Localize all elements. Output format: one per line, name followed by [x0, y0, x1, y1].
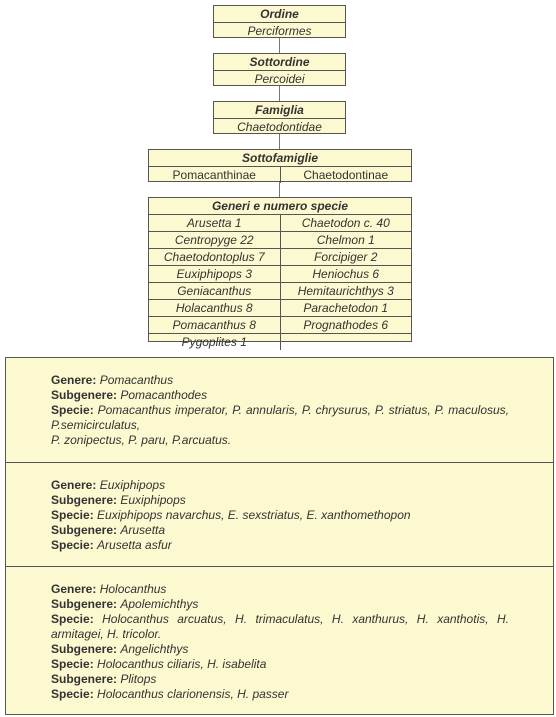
detail-line	[51, 672, 509, 687]
detail-line	[51, 597, 509, 612]
detail-label: Genere:	[51, 478, 97, 492]
detail-text: Euxiphipops navarchus, E. sexstriatus, E. xanthomethopon	[97, 508, 411, 522]
detail-label: Specie:	[51, 538, 94, 552]
detail-label: Subgenere:	[51, 672, 118, 686]
detail-label: Specie:	[51, 657, 94, 671]
genere-cell: Prognathodes 6	[280, 317, 412, 333]
detail-label: Specie:	[51, 403, 94, 417]
detail-text: Apolemichthys	[120, 597, 199, 611]
detail-section-euxiphipops	[6, 462, 553, 566]
genere-cell: Heniochus 6	[280, 266, 412, 282]
generi-row	[149, 282, 411, 299]
famiglia-label: Famiglia	[255, 103, 304, 117]
detail-line	[51, 523, 509, 538]
detail-text: Pomacanthus	[99, 373, 174, 387]
connector-line	[279, 133, 280, 149]
detail-text: Plitops	[120, 672, 157, 686]
sottofamiglie-row	[149, 166, 411, 183]
genere-cell: Hemitaurichthys 3	[280, 283, 412, 299]
detail-line	[51, 478, 509, 493]
sottordine-box	[213, 53, 346, 86]
generi-row	[149, 316, 411, 333]
detail-line	[51, 657, 509, 672]
genere-cell: Chaetodontoplus 7	[163, 250, 265, 264]
genere-cell	[280, 334, 412, 350]
detail-text: Holocanthus clarionensis, H. passer	[97, 687, 289, 701]
sottofamiglie-box	[148, 149, 412, 182]
detail-text: Euxiphipops	[99, 478, 166, 492]
genere-cell: Euxiphipops 3	[176, 267, 252, 281]
sottofamiglia-chaetodontinae: Chaetodontinae	[280, 167, 412, 183]
detail-line	[51, 687, 509, 702]
genere-cell: Pomacanthus 8	[172, 318, 256, 332]
detail-label: Specie:	[51, 612, 94, 626]
detail-line	[51, 403, 509, 433]
generi-row	[149, 248, 411, 265]
detail-text: Angelichthys	[120, 642, 189, 656]
famiglia-box	[213, 101, 346, 134]
genere-cell: Forcipiger 2	[280, 249, 412, 265]
detail-text: Pomacanthus imperator, P. annularis, P. chrysurus, P. striatus, P. maculosus, P.semicirculatus,	[51, 403, 509, 432]
generi-label: Generi e numero specie	[211, 199, 349, 213]
detail-text: P. zonipectus, P. paru, P.arcuatus.	[51, 433, 232, 447]
connector-line	[279, 85, 280, 101]
detail-label: Subgenere:	[51, 597, 118, 611]
sottordine-label: Sottordine	[249, 55, 310, 69]
detail-text: Pomacanthodes	[120, 388, 208, 402]
detail-text: Arusetta	[120, 523, 166, 537]
detail-line	[51, 538, 509, 553]
genere-cell: Centropyge 22	[174, 233, 254, 247]
sottordine-value: Percoidei	[214, 70, 345, 87]
detail-text: Euxiphipops	[120, 493, 186, 507]
detail-section-holocanthus	[6, 566, 553, 714]
connector-line	[279, 181, 280, 197]
sottofamiglie-label: Sottofamiglie	[241, 151, 318, 165]
detail-line	[51, 612, 509, 642]
detail-label: Subgenere:	[51, 388, 118, 402]
detail-line	[51, 508, 509, 523]
generi-row	[149, 333, 411, 350]
detail-line	[51, 642, 509, 657]
detail-line	[51, 582, 509, 597]
detail-label: Genere:	[51, 582, 97, 596]
detail-label: Genere:	[51, 373, 97, 387]
detail-line	[51, 433, 509, 448]
detail-label: Specie:	[51, 687, 94, 701]
generi-row	[149, 214, 411, 231]
detail-label: Subgenere:	[51, 523, 118, 537]
detail-text: Arusetta asfur	[97, 538, 172, 552]
sottofamiglia-pomacanthinae: Pomacanthinae	[172, 168, 256, 182]
generi-row	[149, 231, 411, 248]
ordine-value: Perciformes	[214, 22, 345, 39]
detail-text: Holocanthus arcuatus, H. trimaculatus, H. xanthurus, H. xanthotis, H. armitagei, H. tricolor.	[51, 612, 509, 641]
ordine-box	[213, 5, 346, 38]
genere-cell: Geniacanthus	[177, 284, 252, 298]
genere-cell: Holacanthus 8	[175, 301, 253, 315]
genere-cell: Arusetta 1	[186, 216, 242, 230]
connector-line	[279, 37, 280, 53]
famiglia-value: Chaetodontidae	[214, 118, 345, 135]
genere-cell: Chelmon 1	[280, 232, 412, 248]
genere-cell: Chaetodon c. 40	[280, 215, 412, 231]
genere-cell: Pygoplites 1	[181, 335, 247, 349]
detail-label: Subgenere:	[51, 642, 118, 656]
detail-line	[51, 373, 509, 388]
detail-text: Holocanthus ciliaris, H. isabelita	[97, 657, 267, 671]
detail-section-pomacanthus	[6, 358, 553, 462]
generi-box	[148, 197, 412, 349]
detail-label: Subgenere:	[51, 493, 118, 507]
detail-line	[51, 493, 509, 508]
generi-row	[149, 265, 411, 282]
detail-panel	[5, 357, 554, 715]
detail-text: Holocanthus	[99, 582, 167, 596]
ordine-label: Ordine	[260, 7, 299, 21]
detail-label: Specie:	[51, 508, 94, 522]
generi-row	[149, 299, 411, 316]
detail-line	[51, 388, 509, 403]
genere-cell: Parachetodon 1	[280, 300, 412, 316]
